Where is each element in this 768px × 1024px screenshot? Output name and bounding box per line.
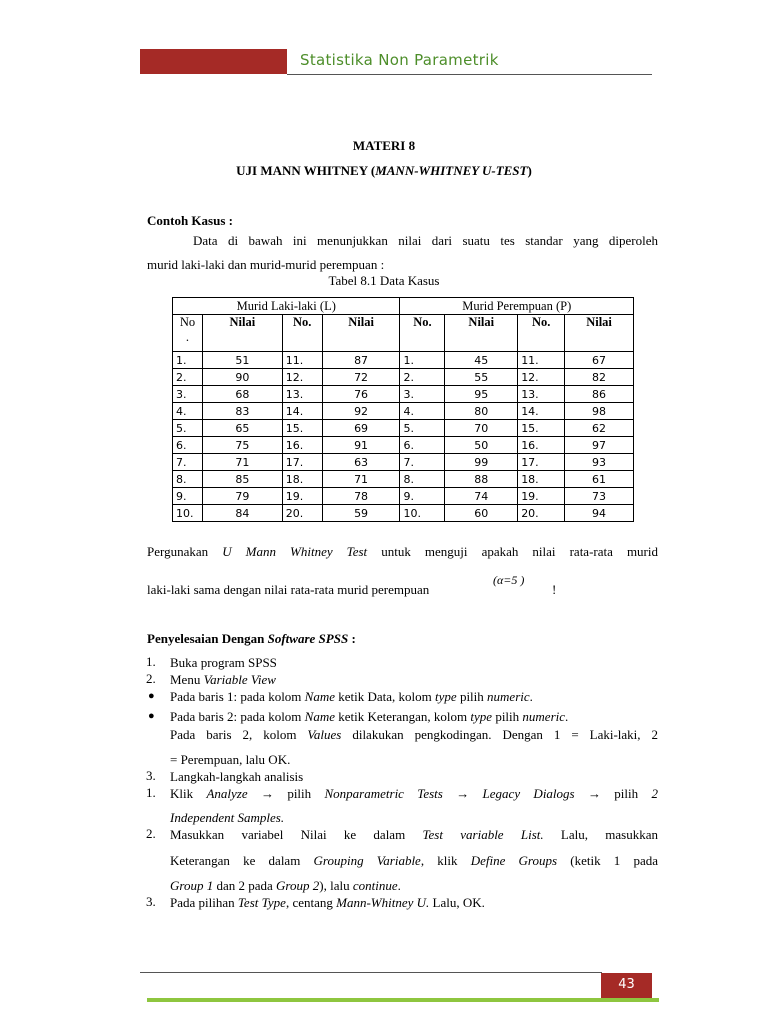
cell-nilai: 88 [445,471,518,488]
cell-nilai: 51 [202,352,282,369]
cell-no: 18. [282,471,322,488]
step-marker: 1. [146,654,156,669]
col-header-nilai: Nilai [445,315,518,352]
cell-nilai: 80 [445,403,518,420]
analysis-step1-line2: Independent Samples. [170,810,285,825]
cell-no: 17. [518,454,565,471]
question-line2: laki-laki sama dengan nilai rata-rata murid perempuan [147,582,430,597]
cell-nilai: 91 [322,437,400,454]
cell-nilai: 60 [445,505,518,522]
cell-no: 3. [173,386,203,403]
solution-label: Penyelesaian Dengan Software SPSS : [147,631,356,646]
cell-nilai: 62 [565,420,634,437]
cell-nilai: 59 [322,505,400,522]
cell-no: 17. [282,454,322,471]
cell-no: 19. [282,488,322,505]
cell-nilai: 98 [565,403,634,420]
table-column-header-row [173,315,634,352]
cell-no: 3. [400,386,445,403]
table-caption: Tabel 8.1 Data Kasus [328,273,440,288]
cell-nilai: 83 [202,403,282,420]
cell-no: 20. [518,505,565,522]
cell-nilai: 73 [565,488,634,505]
cell-no: 5. [173,420,203,437]
cell-nilai: 74 [445,488,518,505]
col-header-no: No. [282,315,322,352]
bullet-row2: Pada baris 2: pada kolom Name ketik Keterangan, kolom type pilih numeric. [170,709,569,724]
cell-no: 5. [400,420,445,437]
table-row [173,352,634,369]
cell-no: 15. [518,420,565,437]
cell-no: 12. [282,369,322,386]
step-open-spss: Buka program SPSS [170,655,277,670]
cell-no: 4. [173,403,203,420]
cell-no: 14. [282,403,322,420]
cell-no: 10. [400,505,445,522]
cell-nilai: 94 [565,505,634,522]
table-row [173,369,634,386]
bullet-icon: ● [148,690,155,702]
bullet-row2-line3: = Perempuan, lalu OK. [170,752,291,767]
analysis-step2-line2: Keterangan ke dalam Grouping Variable, klik Define Groups (ketik 1 pada [170,853,658,868]
cell-no: 4. [400,403,445,420]
col-header-nilai: Nilai [202,315,282,352]
table-row [173,505,634,522]
chapter-subtitle: UJI MANN WHITNEY (MANN-WHITNEY U-TEST) [236,163,532,178]
analysis-step1: Klik Analyze → pilih Nonparametric Tests → Legacy Dialogs → pilih 2 [170,786,658,801]
cell-no: 16. [518,437,565,454]
step-marker: 3. [146,894,156,909]
cell-nilai: 97 [565,437,634,454]
cell-nilai: 93 [565,454,634,471]
question-end-mark: ! [552,582,557,597]
cell-no: 6. [173,437,203,454]
table-row [173,420,634,437]
header-accent-bar [140,49,287,74]
cell-nilai: 75 [202,437,282,454]
cell-nilai: 79 [202,488,282,505]
table-row [173,454,634,471]
step-marker: 1. [146,785,156,800]
col-header-nilai: Nilai [565,315,634,352]
cell-no: 19. [518,488,565,505]
cell-no: 8. [400,471,445,488]
col-header-no: No. [518,315,565,352]
case-text-line2: murid laki-laki dan murid-murid perempuan : [147,257,385,272]
cell-no: 20. [282,505,322,522]
cell-nilai: 87 [322,352,400,369]
cell-nilai: 50 [445,437,518,454]
header-rule [287,74,652,75]
cell-no: 15. [282,420,322,437]
chapter-title: MATERI 8 [352,138,416,153]
cell-no: 7. [173,454,203,471]
cell-no: 1. [173,352,203,369]
cell-no: 11. [282,352,322,369]
step-variable-view: Menu Variable View [170,672,276,687]
analysis-step2: Masukkan variabel Nilai ke dalam Test variable List. Lalu, masukkan [170,827,658,842]
cell-nilai: 86 [565,386,634,403]
cell-no: 9. [173,488,203,505]
alpha-formula: (α=5 ) [493,573,525,587]
cell-no: 2. [173,369,203,386]
cell-no: 8. [173,471,203,488]
cell-no: 7. [400,454,445,471]
cell-nilai: 76 [322,386,400,403]
cell-no: 6. [400,437,445,454]
cell-no: 9. [400,488,445,505]
cell-nilai: 71 [322,471,400,488]
cell-no: 16. [282,437,322,454]
table-row [173,488,634,505]
cell-nilai: 45 [445,352,518,369]
bullet-row1: Pada baris 1: pada kolom Name ketik Data, kolom type pilih numeric. [170,689,533,704]
cell-no: 14. [518,403,565,420]
cell-no: 18. [518,471,565,488]
cell-no: 12. [518,369,565,386]
col-header-nilai: Nilai [322,315,400,352]
cell-no: 11. [518,352,565,369]
cell-nilai: 63 [322,454,400,471]
cell-nilai: 61 [565,471,634,488]
cell-nilai: 72 [322,369,400,386]
group-header-male: Murid Laki-laki (L) [173,298,400,315]
cell-nilai: 82 [565,369,634,386]
step-marker: 2. [146,671,156,686]
cell-nilai: 68 [202,386,282,403]
cell-nilai: 67 [565,352,634,369]
group-header-female: Murid Perempuan (P) [400,298,634,315]
cell-nilai: 92 [322,403,400,420]
step-marker: 3. [146,768,156,783]
table-row [173,437,634,454]
bullet-icon: ● [148,710,155,722]
cell-nilai: 65 [202,420,282,437]
step-analysis: Langkah-langkah analisis [170,769,304,784]
data-table [172,297,634,522]
case-text-line1: Data di bawah ini menunjukkan nilai dari suatu tes standar yang diperoleh [193,233,658,248]
footer-rule [140,972,602,973]
cell-nilai: 70 [445,420,518,437]
col-header-no: No . [173,315,203,352]
cell-nilai: 69 [322,420,400,437]
footer-accent-bar [147,998,659,1002]
step-marker: 2. [146,826,156,841]
header-title: Statistika Non Parametrik [300,51,499,69]
cell-no: 1. [400,352,445,369]
case-label: Contoh Kasus : [147,213,233,228]
table-row [173,403,634,420]
page-number: 43 [618,977,635,992]
analysis-step3: Pada pilihan Test Type, centang Mann-Whitney U. Lalu, OK. [170,895,485,910]
table-row [173,386,634,403]
table-row [173,471,634,488]
cell-nilai: 90 [202,369,282,386]
cell-nilai: 84 [202,505,282,522]
table-group-header-row [173,298,634,315]
col-header-no: No. [400,315,445,352]
analysis-step2-line3: Group 1 dan 2 pada Group 2), lalu continue. [170,878,401,893]
cell-nilai: 55 [445,369,518,386]
bullet-row2-line2: Pada baris 2, kolom Values dilakukan pengkodingan. Dengan 1 = Laki-laki, 2 [170,727,658,742]
cell-nilai: 95 [445,386,518,403]
cell-no: 2. [400,369,445,386]
cell-no: 13. [282,386,322,403]
cell-nilai: 78 [322,488,400,505]
cell-nilai: 99 [445,454,518,471]
cell-no: 13. [518,386,565,403]
cell-no: 10. [173,505,203,522]
question-line1: Pergunakan U Mann Whitney Test untuk menguji apakah nilai rata-rata murid [147,544,658,559]
cell-nilai: 85 [202,471,282,488]
cell-nilai: 71 [202,454,282,471]
